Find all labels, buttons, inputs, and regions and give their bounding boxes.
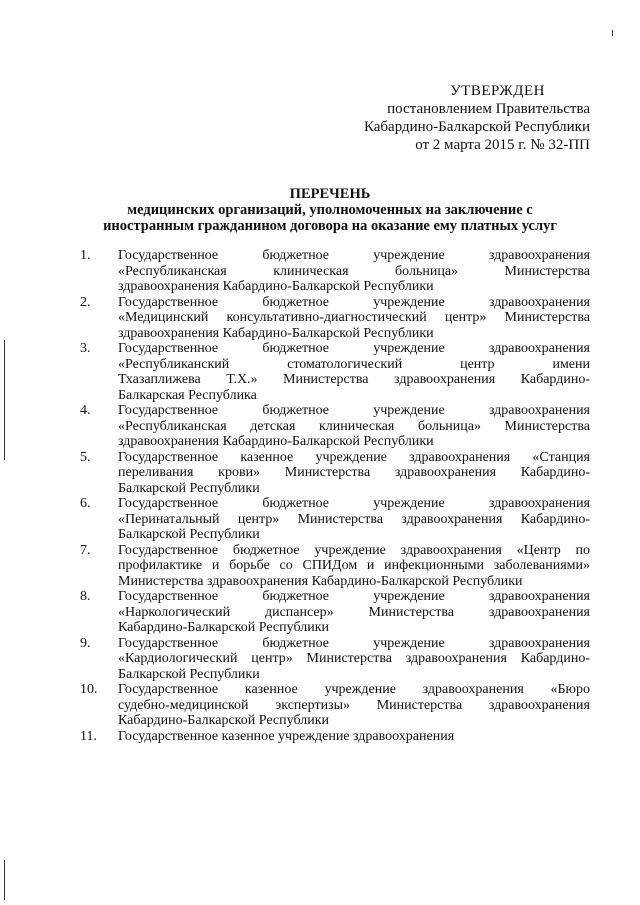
- heading-subtitle: иностранным гражданином договора на оказание ему платных услуг: [103, 218, 557, 234]
- list-item: [80, 450, 590, 497]
- item-text-line: Государственное бюджетное учреждение здравоохранения: [118, 589, 590, 604]
- list-item: [80, 729, 590, 745]
- item-text-line: Балкарская Республика: [118, 387, 257, 403]
- item-text-line: Министерства здравоохранения Кабардино-Балкарской Республики: [118, 573, 523, 589]
- item-number: 9.: [80, 635, 91, 651]
- item-text-line: Государственное бюджетное учреждение здравоохранения: [118, 248, 590, 263]
- item-text: [118, 450, 590, 497]
- item-text-line: «Республиканский стоматологический центр имени: [118, 356, 590, 372]
- approval-block: [330, 82, 590, 154]
- item-text: [118, 248, 590, 295]
- item-number: 4.: [80, 403, 91, 418]
- item-text: [118, 496, 590, 543]
- item-number: 5.: [80, 449, 91, 465]
- item-text-line: «Республиканская детская клиническая больница» Министерства: [118, 418, 590, 434]
- item-number: 6.: [80, 496, 91, 511]
- item-number: 3.: [80, 341, 91, 356]
- item-text-line: Государственное бюджетное учреждение здравоохранения «Центр по: [118, 542, 590, 558]
- list-item: [80, 403, 590, 450]
- item-text-line: Государственное казенное учреждение здравоохранения: [118, 728, 455, 744]
- item-text: [118, 682, 590, 729]
- item-text-line: Государственное казенное учреждение здравоохранения «Бюро: [118, 682, 590, 697]
- item-number: 7.: [80, 542, 91, 558]
- approval-title: УТВЕРЖДЕН: [450, 83, 545, 99]
- document-heading: [60, 186, 600, 234]
- item-text: [118, 729, 590, 745]
- item-text-line: «Кардиологический центр» Министерства здравоохранения Кабардино-: [118, 651, 590, 666]
- item-text-line: Балкарской Республики: [118, 666, 260, 682]
- item-text: [118, 589, 590, 636]
- organization-list: [80, 248, 590, 744]
- item-text-line: «Республиканская клиническая больница» Министерства: [118, 263, 590, 279]
- list-item: [80, 543, 590, 590]
- approval-line: Кабардино-Балкарской Республики: [363, 119, 590, 135]
- item-text-line: Балкарской Республики: [118, 480, 260, 496]
- heading-title: ПЕРЕЧЕНЬ: [289, 186, 371, 202]
- item-text-line: профилактике и борьбе со СПИДом и инфекционными заболеваниями»: [118, 558, 590, 573]
- item-text-line: Кабардино-Балкарской Республики: [118, 620, 329, 635]
- item-text-line: Государственное казенное учреждение здравоохранения «Станция: [118, 449, 590, 465]
- list-item: [80, 682, 590, 729]
- list-item: [80, 248, 590, 295]
- item-number: 11.: [80, 728, 97, 744]
- list-item: [80, 636, 590, 683]
- approval-line: постановлением Правительства: [387, 101, 590, 117]
- scan-mark: [612, 30, 613, 36]
- item-text-line: «Медицинский консультативно-диагностический центр» Министерства: [118, 310, 590, 325]
- item-text-line: «Наркологический диспансер» Министерства здравоохранения: [118, 604, 590, 620]
- item-text-line: здравоохранения Кабардино-Балкарской Республики: [118, 434, 434, 449]
- item-text-line: судебно-медицинской экспертизы» Министерства здравоохранения: [118, 697, 590, 713]
- item-text-line: Тхазаплижева Т.Х.» Министерства здравоохранения Кабардино-: [118, 372, 590, 387]
- item-text: [118, 403, 590, 450]
- item-text-line: Государственное бюджетное учреждение здравоохранения: [118, 635, 590, 651]
- scan-mark: [4, 860, 5, 900]
- item-text-line: Кабардино-Балкарской Республики: [118, 713, 329, 728]
- item-text-line: переливания крови» Министерства здравоохранения Кабардино-: [118, 465, 590, 480]
- item-text-line: Балкарской Республики: [118, 527, 260, 542]
- item-number: 2.: [80, 294, 91, 310]
- item-text-line: Государственное бюджетное учреждение здравоохранения: [118, 403, 590, 418]
- item-text-line: здравоохранения Кабардино-Балкарской Республики: [118, 325, 434, 341]
- list-item: [80, 341, 590, 403]
- item-text: [118, 341, 590, 403]
- item-text-line: здравоохранения Кабардино-Балкарской Республики: [118, 279, 434, 294]
- item-text-line: Государственное бюджетное учреждение здравоохранения: [118, 341, 590, 356]
- item-text-line: «Перинатальный центр» Министерства здравоохранения Кабардино-: [118, 511, 590, 527]
- item-text: [118, 543, 590, 590]
- heading-subtitle: медицинских организаций, уполномоченных на заключение с: [127, 202, 533, 218]
- list-item: [80, 295, 590, 342]
- approval-line: от 2 марта 2015 г. № 32-ПП: [415, 137, 590, 153]
- item-text: [118, 295, 590, 342]
- list-item: [80, 589, 590, 636]
- item-number: 10.: [80, 682, 98, 697]
- item-number: 8.: [80, 589, 91, 604]
- list-item: [80, 496, 590, 543]
- item-text-line: Государственное бюджетное учреждение здравоохранения: [118, 496, 590, 511]
- scan-mark: [4, 340, 5, 460]
- item-text: [118, 636, 590, 683]
- item-text-line: Государственное бюджетное учреждение здравоохранения: [118, 294, 590, 310]
- item-number: 1.: [80, 248, 91, 263]
